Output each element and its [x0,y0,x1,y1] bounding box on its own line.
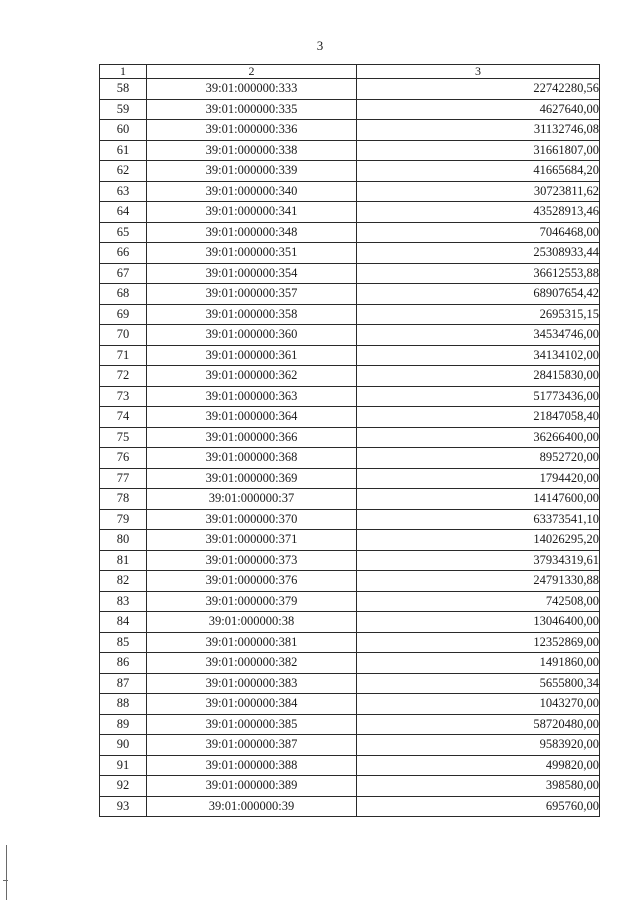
table-row [100,304,600,325]
row-number: 58 [100,79,147,100]
table-row [100,550,600,571]
cadastral-number: 39:01:000000:338 [147,140,357,161]
table-row [100,427,600,448]
row-number: 77 [100,468,147,489]
cadastral-value: 5655800,34 [357,673,600,694]
cadastral-number: 39:01:000000:351 [147,243,357,264]
table-row [100,140,600,161]
cadastral-value: 68907654,42 [357,284,600,305]
cadastral-value: 1491860,00 [357,653,600,674]
cadastral-value-table [99,64,600,817]
cadastral-number: 39:01:000000:370 [147,509,357,530]
table-row [100,202,600,223]
row-number: 73 [100,386,147,407]
cadastral-value: 1043270,00 [357,694,600,715]
table-row [100,263,600,284]
row-number: 85 [100,632,147,653]
row-number: 62 [100,161,147,182]
cadastral-value: 36266400,00 [357,427,600,448]
cadastral-number: 39:01:000000:341 [147,202,357,223]
scan-artifact [6,845,7,900]
row-number: 91 [100,755,147,776]
row-number: 88 [100,694,147,715]
table-row [100,120,600,141]
table-row [100,284,600,305]
row-number: 63 [100,181,147,202]
row-number: 74 [100,407,147,428]
table-row [100,673,600,694]
row-number: 66 [100,243,147,264]
cadastral-number: 39:01:000000:385 [147,714,357,735]
cadastral-number: 39:01:000000:37 [147,489,357,510]
table-row [100,448,600,469]
row-number: 90 [100,735,147,756]
cadastral-number: 39:01:000000:387 [147,735,357,756]
table-row [100,222,600,243]
table-row [100,407,600,428]
row-number: 60 [100,120,147,141]
cadastral-number: 39:01:000000:381 [147,632,357,653]
cadastral-value: 28415830,00 [357,366,600,387]
row-number: 64 [100,202,147,223]
cadastral-value: 13046400,00 [357,612,600,633]
row-number: 92 [100,776,147,797]
cadastral-number: 39:01:000000:339 [147,161,357,182]
cadastral-value: 1794420,00 [357,468,600,489]
table-header-row [100,65,600,79]
column-header-number: 1 [100,65,147,79]
row-number: 59 [100,99,147,120]
cadastral-value: 51773436,00 [357,386,600,407]
table-row [100,161,600,182]
table-row [100,366,600,387]
cadastral-number: 39:01:000000:368 [147,448,357,469]
cadastral-value: 30723811,62 [357,181,600,202]
table-row [100,714,600,735]
table-row [100,181,600,202]
row-number: 80 [100,530,147,551]
table-row [100,571,600,592]
cadastral-value: 22742280,56 [357,79,600,100]
cadastral-number: 39:01:000000:364 [147,407,357,428]
row-number: 81 [100,550,147,571]
cadastral-number: 39:01:000000:379 [147,591,357,612]
cadastral-number: 39:01:000000:373 [147,550,357,571]
cadastral-value: 499820,00 [357,755,600,776]
row-number: 83 [100,591,147,612]
cadastral-number: 39:01:000000:39 [147,796,357,817]
cadastral-number: 39:01:000000:348 [147,222,357,243]
cadastral-value: 34134102,00 [357,345,600,366]
scan-artifact [3,880,8,881]
row-number: 61 [100,140,147,161]
table-row [100,653,600,674]
row-number: 86 [100,653,147,674]
cadastral-value: 21847058,40 [357,407,600,428]
cadastral-number: 39:01:000000:371 [147,530,357,551]
cadastral-value: 9583920,00 [357,735,600,756]
cadastral-value: 24791330,88 [357,571,600,592]
cadastral-value: 742508,00 [357,591,600,612]
table-row [100,243,600,264]
row-number: 76 [100,448,147,469]
cadastral-number: 39:01:000000:358 [147,304,357,325]
table-row [100,530,600,551]
table-row [100,735,600,756]
cadastral-number: 39:01:000000:333 [147,79,357,100]
table-row [100,612,600,633]
cadastral-value: 2695315,15 [357,304,600,325]
table-row [100,489,600,510]
table-row [100,468,600,489]
table-row [100,79,600,100]
row-number: 84 [100,612,147,633]
table-row [100,755,600,776]
row-number: 75 [100,427,147,448]
row-number: 87 [100,673,147,694]
row-number: 65 [100,222,147,243]
cadastral-value: 34534746,00 [357,325,600,346]
cadastral-number: 39:01:000000:369 [147,468,357,489]
table-row [100,776,600,797]
cadastral-number: 39:01:000000:362 [147,366,357,387]
cadastral-value: 41665684,20 [357,161,600,182]
row-number: 93 [100,796,147,817]
table-row [100,99,600,120]
row-number: 69 [100,304,147,325]
cadastral-value: 7046468,00 [357,222,600,243]
cadastral-number: 39:01:000000:383 [147,673,357,694]
cadastral-number: 39:01:000000:389 [147,776,357,797]
column-header-value: 3 [357,65,600,79]
cadastral-number: 39:01:000000:357 [147,284,357,305]
row-number: 71 [100,345,147,366]
cadastral-number: 39:01:000000:360 [147,325,357,346]
cadastral-number: 39:01:000000:336 [147,120,357,141]
cadastral-value: 8952720,00 [357,448,600,469]
cadastral-value: 4627640,00 [357,99,600,120]
table-row [100,345,600,366]
row-number: 72 [100,366,147,387]
cadastral-number: 39:01:000000:38 [147,612,357,633]
table-row [100,386,600,407]
cadastral-number: 39:01:000000:363 [147,386,357,407]
cadastral-number: 39:01:000000:388 [147,755,357,776]
table-row [100,694,600,715]
cadastral-value: 398580,00 [357,776,600,797]
row-number: 68 [100,284,147,305]
cadastral-number: 39:01:000000:354 [147,263,357,284]
cadastral-number: 39:01:000000:382 [147,653,357,674]
cadastral-number: 39:01:000000:361 [147,345,357,366]
table-row [100,325,600,346]
row-number: 70 [100,325,147,346]
cadastral-value: 43528913,46 [357,202,600,223]
cadastral-number: 39:01:000000:340 [147,181,357,202]
cadastral-value: 31132746,08 [357,120,600,141]
table-row [100,796,600,817]
cadastral-value: 58720480,00 [357,714,600,735]
column-header-cadastral-number: 2 [147,65,357,79]
cadastral-value: 14026295,20 [357,530,600,551]
table-row [100,591,600,612]
table-row [100,632,600,653]
row-number: 82 [100,571,147,592]
cadastral-value: 12352869,00 [357,632,600,653]
row-number: 89 [100,714,147,735]
cadastral-value: 25308933,44 [357,243,600,264]
cadastral-value: 37934319,61 [357,550,600,571]
table-row [100,509,600,530]
row-number: 79 [100,509,147,530]
cadastral-value: 695760,00 [357,796,600,817]
cadastral-value: 36612553,88 [357,263,600,284]
cadastral-value: 31661807,00 [357,140,600,161]
page-number: 3 [316,38,324,53]
row-number: 67 [100,263,147,284]
cadastral-value: 63373541,10 [357,509,600,530]
cadastral-number: 39:01:000000:376 [147,571,357,592]
cadastral-number: 39:01:000000:366 [147,427,357,448]
cadastral-value: 14147600,00 [357,489,600,510]
cadastral-number: 39:01:000000:335 [147,99,357,120]
row-number: 78 [100,489,147,510]
table-body [100,79,600,817]
cadastral-number: 39:01:000000:384 [147,694,357,715]
